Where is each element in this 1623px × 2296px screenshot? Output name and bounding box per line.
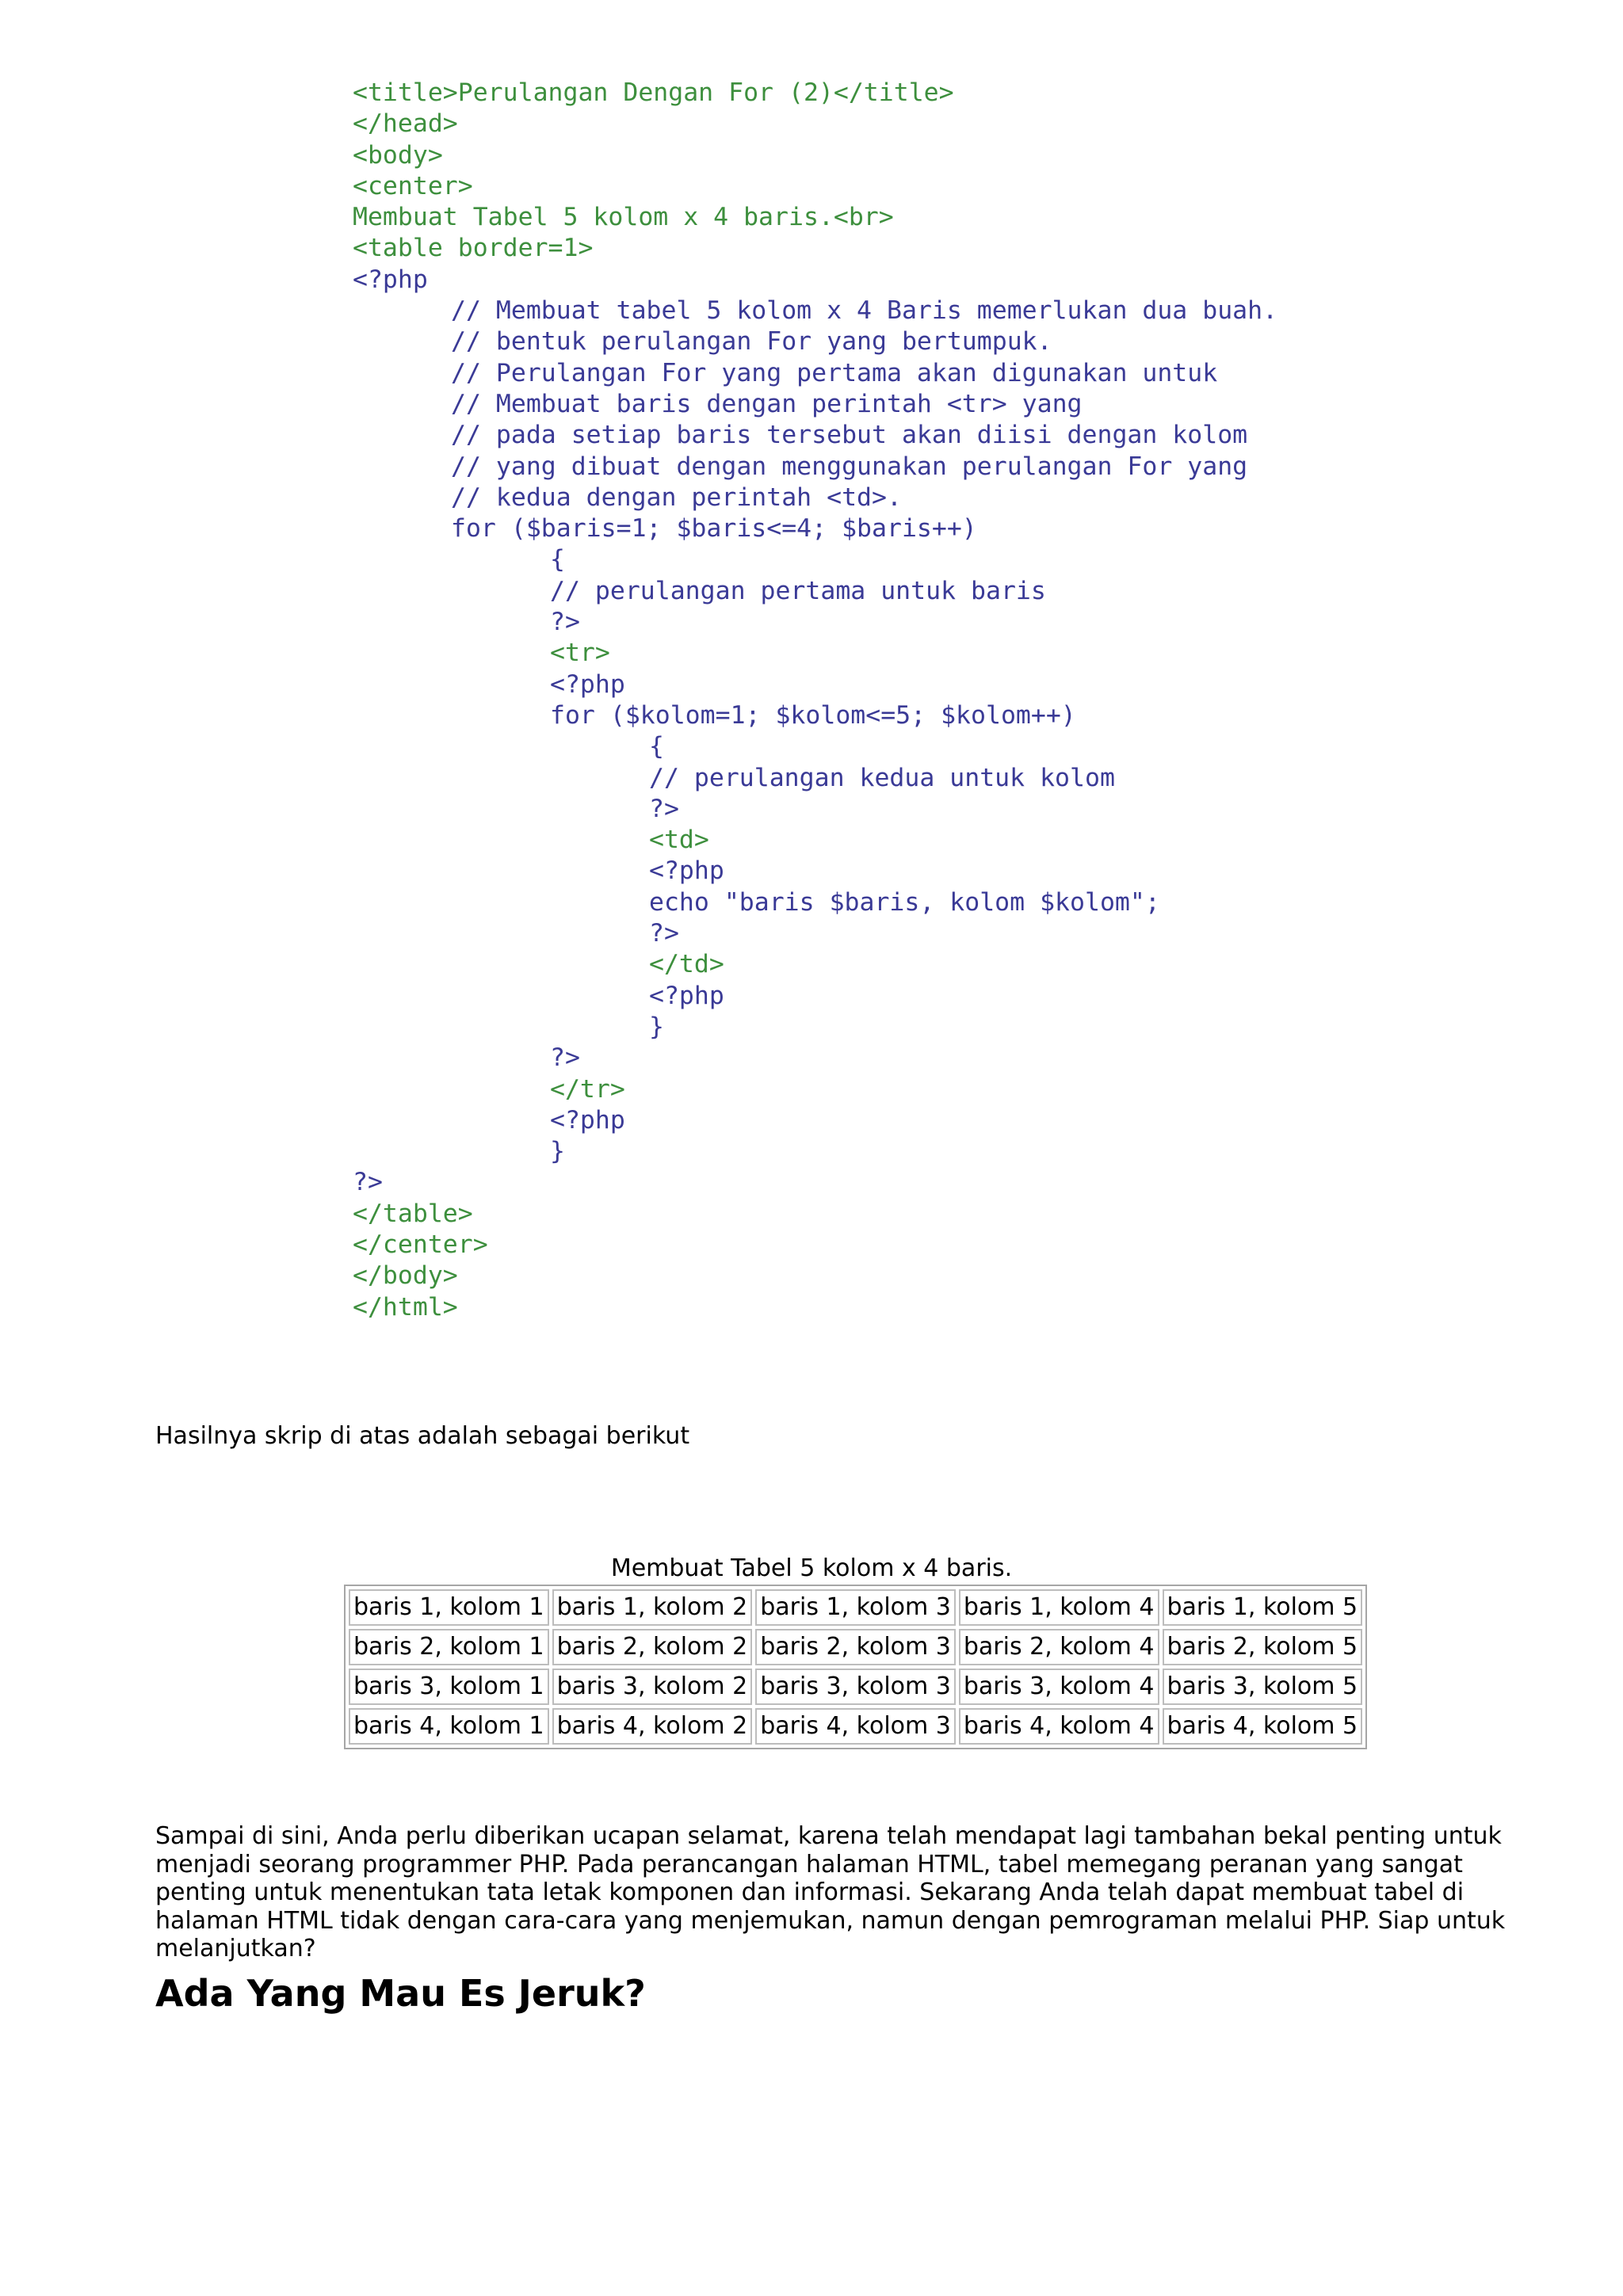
table-caption: Membuat Tabel 5 kolom x 4 baris.	[610, 1554, 1013, 1582]
code-line: </body>	[353, 1261, 458, 1291]
code-line: </table>	[353, 1199, 473, 1228]
table-cell: baris 1, kolom 5	[1163, 1589, 1363, 1626]
table-cell: baris 4, kolom 1	[349, 1708, 549, 1745]
result-table-body	[349, 1589, 1362, 1745]
closing-paragraph: Sampai di sini, Anda perlu diberikan ucapan selamat, karena telah mendapat lagi tambahan bekal penting untuk menjadi seorang programmer PHP. Pada perancangan halaman HTML, tabel memegang peranan yang sangat penting untuk menentukan tata letak komponen dan informasi. Sekarang Anda telah dapat membuat tabel di halaman HTML tidak dengan cara-cara yang menjemukan, namun dengan pemrograman melalui PHP. Siap untuk melanjutkan?	[155, 1822, 1506, 1962]
table-cell: baris 2, kolom 3	[755, 1629, 956, 1665]
result-intro-text: Hasilnya skrip di atas adalah sebagai berikut	[155, 1422, 690, 1450]
code-line: // Membuat tabel 5 kolom x 4 Baris memerlukan dua buah.	[451, 296, 1278, 326]
code-line: <td>	[649, 826, 709, 855]
table-cell: baris 2, kolom 4	[959, 1629, 1159, 1665]
code-line: <?php	[649, 856, 724, 886]
code-line: </html>	[353, 1292, 458, 1322]
code-line: <title>Perulangan Dengan For (2)</title>	[353, 78, 954, 107]
table-row	[349, 1669, 1362, 1705]
code-line: {	[550, 545, 565, 574]
code-line: echo "baris $baris, kolom $kolom";	[649, 887, 1160, 917]
code-line: </tr>	[550, 1074, 625, 1104]
code-line: // Perulangan For yang pertama akan digunakan untuk	[451, 358, 1218, 387]
section-heading: Ada Yang Mau Es Jeruk?	[155, 1972, 646, 2015]
code-line: ?>	[353, 1168, 383, 1197]
code-line: // yang dibuat dengan menggunakan perulangan For yang	[451, 452, 1248, 481]
table-cell: baris 4, kolom 5	[1163, 1708, 1363, 1745]
code-line: // bentuk perulangan For yang bertumpuk.	[451, 327, 1052, 357]
table-cell: baris 3, kolom 4	[959, 1669, 1159, 1705]
code-line: ?>	[550, 608, 580, 637]
code-line: <?php	[550, 1105, 625, 1135]
table-row	[349, 1589, 1362, 1626]
code-line: <?php	[353, 265, 428, 294]
code-line: // Membuat baris dengan perintah <tr> yang	[451, 389, 1083, 418]
code-line: <center>	[353, 171, 473, 200]
code-listing	[353, 78, 1277, 1323]
code-line: <body>	[353, 140, 443, 170]
table-cell: baris 4, kolom 4	[959, 1708, 1159, 1745]
table-cell: baris 2, kolom 1	[349, 1629, 549, 1665]
code-line: </center>	[353, 1230, 488, 1259]
code-line: <table border=1>	[353, 234, 594, 263]
code-line: Membuat Tabel 5 kolom x 4 baris.<br>	[353, 203, 894, 232]
table-cell: baris 1, kolom 2	[552, 1589, 753, 1626]
result-table	[344, 1585, 1367, 1749]
code-line: <?php	[550, 669, 625, 699]
code-line: </head>	[353, 109, 458, 139]
table-cell: baris 2, kolom 5	[1163, 1629, 1363, 1665]
table-cell: baris 1, kolom 4	[959, 1589, 1159, 1626]
code-line: ?>	[649, 919, 679, 948]
code-line: // kedua dengan perintah <td>.	[451, 482, 902, 512]
table-cell: baris 3, kolom 1	[349, 1669, 549, 1705]
table-cell: baris 3, kolom 2	[552, 1669, 753, 1705]
table-cell: baris 1, kolom 3	[755, 1589, 956, 1626]
code-line: ?>	[550, 1043, 580, 1073]
table-cell: baris 3, kolom 3	[755, 1669, 956, 1705]
code-line: }	[550, 1137, 565, 1166]
table-cell: baris 3, kolom 5	[1163, 1669, 1363, 1705]
table-cell: baris 4, kolom 3	[755, 1708, 956, 1745]
code-line: // perulangan pertama untuk baris	[550, 576, 1046, 605]
table-cell: baris 1, kolom 1	[349, 1589, 549, 1626]
code-line: // perulangan kedua untuk kolom	[649, 763, 1115, 792]
table-cell: baris 2, kolom 2	[552, 1629, 753, 1665]
table-row	[349, 1629, 1362, 1665]
code-line: for ($baris=1; $baris<=4; $baris++)	[451, 514, 977, 543]
code-line: ?>	[649, 794, 679, 823]
code-line: {	[649, 732, 664, 761]
code-line: </td>	[649, 950, 724, 979]
table-cell: baris 4, kolom 2	[552, 1708, 753, 1745]
table-row	[349, 1708, 1362, 1745]
code-line: }	[649, 1012, 664, 1041]
code-line: <tr>	[550, 639, 610, 668]
code-line: // pada setiap baris tersebut akan diisi dengan kolom	[451, 421, 1248, 450]
code-line: <?php	[649, 981, 724, 1010]
code-line: for ($kolom=1; $kolom<=5; $kolom++)	[550, 700, 1076, 730]
